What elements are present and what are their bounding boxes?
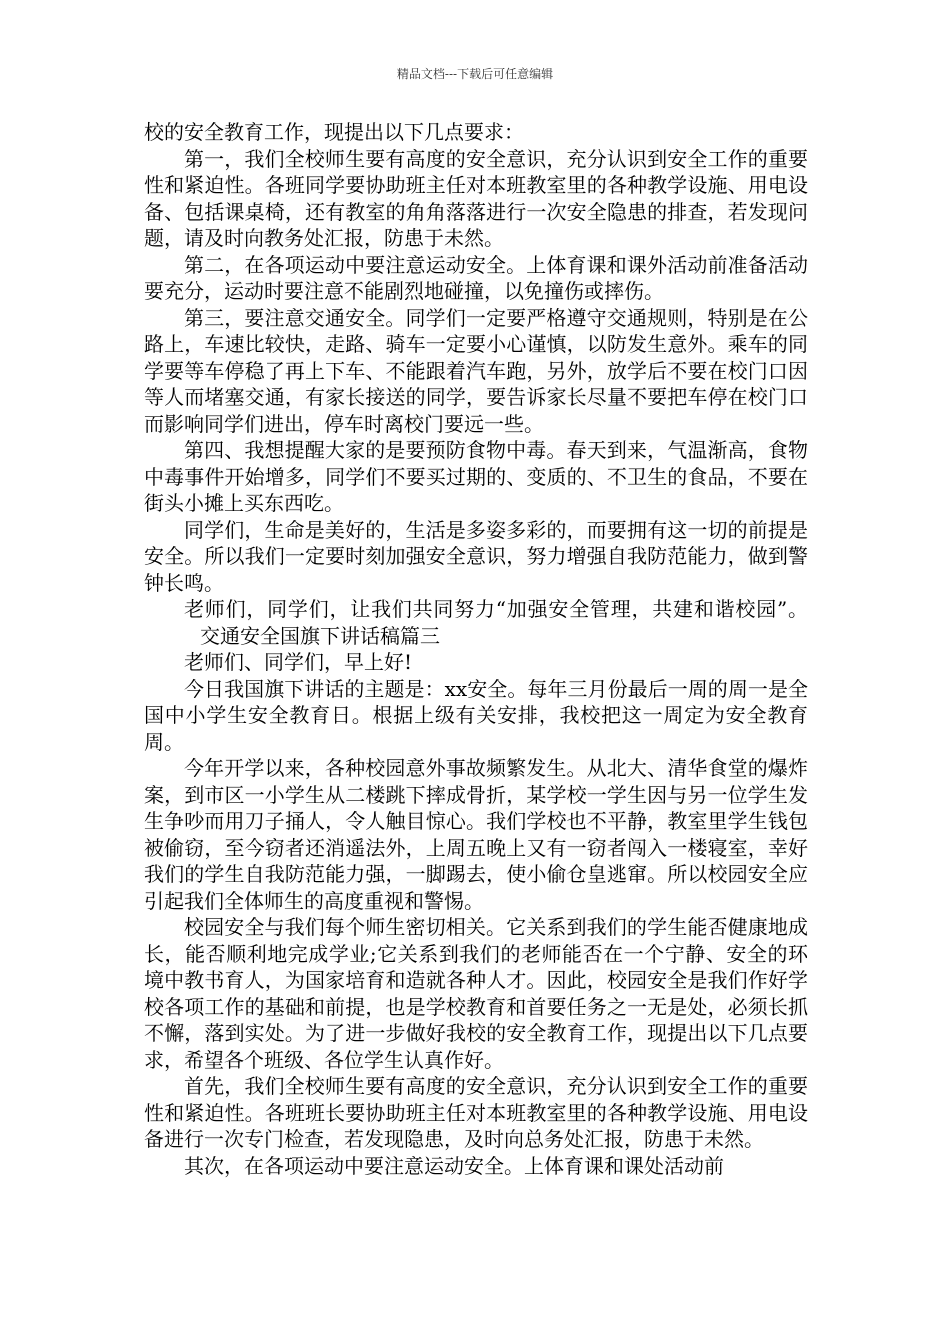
paragraph: 同学们，生命是美好的，生活是多姿多彩的，而要拥有这一切的前提是安全。所以我们一定要时刻加强安全意识，努力增强自我防范能力，做到警钟长鸣。	[144, 517, 808, 595]
paragraph: 今年开学以来，各种校园意外事故频繁发生。从北大、清华食堂的爆炸案，到市区一小学生从二楼跳下摔成骨折，某学校一学生因与另一位学生发生争吵而用刀子捅人，令人触目惊心。我们学校也不平静，教室里学生钱包被偷窃，至今窃者还消遥法外，上周五晚上又有一窃者闯入一楼寝室，幸好我们的学生自我防范能力强，一脚踢去，使小偷仓皇逃窜。所以校园安全应引起我们全体师生的高度重视和警惕。	[144, 756, 808, 913]
paragraph-with-heading	[144, 596, 808, 649]
paragraph: 第三，要注意交通安全。同学们一定要严格遵守交通规则，特别是在公路上，车速比较快，走路、骑车一定要小心谨慎，以防发生意外。乘车的同学要等车停稳了再上下车、不能跟着汽车跑，另外，放学后不要在校门口因等人而堵塞交通，有家长接送的同学，要告诉家长尽量不要把车停在校门口而影响同学们进出，停车时离校门要远一些。	[144, 305, 808, 436]
paragraph: 第二，在各项运动中要注意运动安全。上体育课和课外活动前准备活动要充分，运动时要注意不能剧烈地碰撞，以免撞伤或摔伤。	[144, 252, 808, 303]
paragraph: 校园安全与我们每个师生密切相关。它关系到我们的学生能否健康地成长，能否顺利地完成学业;它关系到我们的老师能否在一个宁静、安全的环境中教书育人，为国家培育和造就各种人才。因此，校园安全是我们作好学校各项工作的基础和前提，也是学校教育和首要任务之一无是处，必须长抓不懈，落到实处。为了进一步做好我校的安全教育工作，现提出以下几点要求，希望各个班级、各位学生认真作好。	[144, 915, 808, 1072]
paragraph: 第一，我们全校师生要有高度的安全意识，充分认识到安全工作的重要性和紧迫性。各班同学要协助班主任对本班教室里的各种教学设施、用电设备、包括课桌椅，还有教室的角角落落进行一次安全隐患的排查，若发现问题，请及时向教务处汇报，防患于未然。	[144, 146, 808, 250]
paragraph: 校的安全教育工作，现提出以下几点要求：	[144, 120, 524, 144]
paragraph: 今日我国旗下讲话的主题是：xx安全。每年三月份最后一周的周一是全国中小学生安全教育日。根据上级有关安排，我校把这一周定为安全教育周。	[144, 676, 808, 754]
paragraph: 第四、我想提醒大家的是要预防食物中毒。春天到来，气温渐高，食物中毒事件开始增多，同学们不要买过期的、变质的、不卫生的食品，不要在街头小摊上买东西吃。	[144, 438, 808, 515]
document-body	[144, 119, 808, 1179]
paragraph: 老师们、同学们，早上好!	[184, 650, 413, 674]
paragraph: 其次，在各项运动中要注意运动安全。上体育课和课处活动前	[184, 1153, 724, 1178]
section-heading: 交通安全国旗下讲话稿篇三	[200, 623, 440, 648]
paragraph-text: 老师们，同学们，让我们共同努力“加强安全管理，共建和谐校园”。	[184, 597, 808, 621]
paragraph: 首先，我们全校师生要有高度的安全意识，充分认识到安全工作的重要性和紧迫性。各班班长要协助班主任对本班教室里的各种教学设施、用电设备进行一次专门检查，若发现隐患，及时向总务处汇报，防患于未然。	[144, 1074, 808, 1151]
page-header: 精品文档---下载后可任意编辑	[396, 67, 554, 81]
